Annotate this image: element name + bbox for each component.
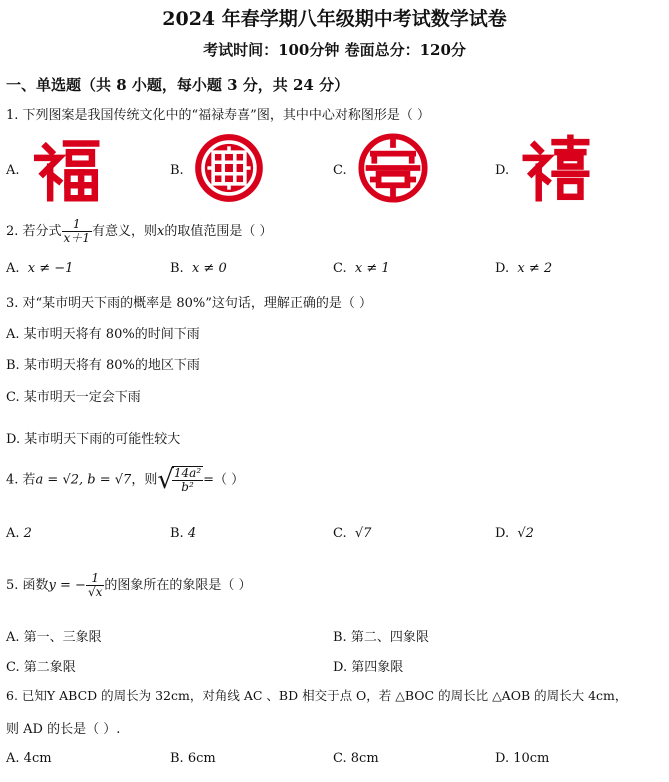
- q2-option-b-label: B.: [170, 261, 184, 276]
- q3-option-d-label: D.: [6, 432, 21, 447]
- q6-option-d: [495, 751, 549, 766]
- q4-prefix: 4. 若: [6, 472, 36, 488]
- q6-option-d-label: D.: [495, 751, 510, 766]
- xi-emblem-icon: [520, 132, 592, 208]
- q6-option-c: [333, 751, 379, 766]
- fu-emblem-icon: [30, 132, 102, 208]
- q6-line2: 则 AD 的长是（ ）.: [6, 722, 121, 737]
- q4-radicand-num: 14a²: [173, 465, 202, 480]
- q4-cond: a = √2, b = √7: [35, 472, 132, 488]
- q1-option-b-label: B.: [170, 163, 184, 178]
- q6-option-b: [170, 751, 216, 766]
- q2-option-d-text: x ≠ 2: [517, 261, 553, 276]
- q2-fraction: [62, 218, 92, 245]
- q1-option-c-label: C.: [333, 163, 347, 178]
- q4-radicand-den: b²: [181, 480, 194, 494]
- q5-option-b: [333, 626, 429, 645]
- q6-option-a-text: 4cm: [23, 751, 52, 766]
- q3-option-a-text: 某市明天将有 80%的时间下雨: [23, 327, 200, 342]
- q6-option-b-text: 6cm: [187, 751, 216, 766]
- q5-option-b-text: 第二、四象限: [350, 630, 429, 645]
- q4-option-b-label: B.: [170, 526, 184, 541]
- q4-stem: [6, 458, 244, 503]
- q5-lhs: y = −: [48, 578, 86, 593]
- q6-line1: 6. 已知Y ABCD 的周长为 32cm，对角线 AC 、BD 相交于点 O，若 △BOC 的周长比 △AOB 的周长大 4cm，: [6, 688, 628, 703]
- section-heading: 一、单选题（共 8 小题，每小题 3 分，共 24 分）: [6, 76, 350, 94]
- q5-option-c-label: C.: [6, 660, 20, 675]
- q4-option-c: [333, 526, 371, 541]
- q2-option-d-label: D.: [495, 261, 510, 276]
- q2-option-d: [495, 261, 552, 276]
- q3-option-b: [6, 354, 200, 373]
- q4-option-a-label: A.: [6, 526, 20, 541]
- q2-var: x: [156, 224, 165, 240]
- q1-stem: 1. 下列图案是我国传统文化中的“福禄寿喜”图，其中中心对称图形是（ ）: [6, 108, 430, 123]
- q5-option-a: [6, 626, 102, 645]
- q2-option-c-label: C.: [333, 261, 347, 276]
- q5-fraction: [86, 572, 104, 599]
- q2-option-a-label: A.: [6, 261, 20, 276]
- q5-option-d: [333, 656, 403, 675]
- q4-option-a-text: 2: [23, 526, 32, 541]
- q5-frac-num: 1: [86, 572, 104, 586]
- q4-mid: ，则: [131, 472, 158, 488]
- q2-option-b-text: x ≠ 0: [191, 261, 227, 276]
- q2-option-c: [333, 261, 390, 276]
- q4-option-c-text: √7: [354, 526, 372, 541]
- q3-stem: 3. 对“某市明天下雨的概率是 80%”这句话，理解正确的是（ ）: [6, 296, 372, 311]
- q5-frac-den: √x: [87, 585, 103, 599]
- q4-suffix: =（ ）: [203, 472, 245, 488]
- q1-option-a-label: A.: [6, 163, 20, 178]
- q2-stem: [6, 218, 272, 246]
- q3-option-d: [6, 428, 180, 447]
- q5-option-c-text: 第二象限: [23, 660, 76, 675]
- q5-option-a-text: 第一、三象限: [23, 630, 102, 645]
- q5-option-d-label: D.: [333, 660, 348, 675]
- q3-option-c-label: C.: [6, 390, 20, 405]
- q5-prefix: 5. 函数: [6, 578, 49, 593]
- q4-option-c-label: C.: [333, 526, 347, 541]
- q5-suffix: 的图象所在的象限是（ ）: [104, 578, 252, 593]
- q6-option-c-label: C.: [333, 751, 347, 766]
- q1-option-d-label: D.: [495, 163, 510, 178]
- q6-option-c-text: 8cm: [350, 751, 379, 766]
- q3-option-a: [6, 323, 200, 342]
- exam-title: 2024 年春学期八年级期中考试数学试卷: [162, 8, 507, 30]
- q4-option-d: [495, 526, 534, 541]
- q5-option-d-text: 第四象限: [351, 660, 404, 675]
- lu-emblem-icon: [193, 132, 265, 208]
- q3-option-d-text: 某市明天下雨的可能性较大: [24, 432, 181, 447]
- q5-option-b-label: B.: [333, 630, 347, 645]
- q4-option-a: [6, 526, 32, 541]
- q2-suffix-a: 有意义，则: [91, 224, 157, 240]
- q3-option-a-label: A.: [6, 327, 20, 342]
- q4-option-b: [170, 526, 196, 541]
- q5-option-c: [6, 656, 76, 675]
- q4-radicand: [172, 466, 203, 494]
- q3-option-b-label: B.: [6, 358, 20, 373]
- q6-option-a: [6, 751, 52, 766]
- q4-option-b-text: 4: [187, 526, 197, 541]
- q3-option-b-text: 某市明天将有 80%的地区下雨: [23, 358, 200, 373]
- q2-option-a: [6, 261, 73, 276]
- q6-option-b-label: B.: [170, 751, 184, 766]
- exam-subtitle: 考试时间：100分钟 卷面总分：120分: [203, 41, 466, 59]
- q2-frac-num: 1: [62, 218, 92, 232]
- q2-frac-den: x＋1: [63, 231, 90, 246]
- q2-option-a-text: x ≠ −1: [27, 261, 74, 276]
- q3-option-c: [6, 386, 141, 405]
- q2-prefix: 2. 若分式: [6, 224, 62, 240]
- q4-option-d-text: √2: [517, 526, 534, 541]
- q4-option-d-label: D.: [495, 526, 510, 541]
- q5-stem: [6, 566, 252, 606]
- shou-emblem-icon: [357, 132, 429, 208]
- q2-suffix-b: 的取值范围是（ ）: [164, 224, 273, 240]
- q2-option-b: [170, 261, 227, 276]
- q2-option-c-text: x ≠ 1: [354, 261, 390, 276]
- q3-option-c-text: 某市明天一定会下雨: [23, 390, 141, 405]
- q6-option-a-label: A.: [6, 751, 20, 766]
- q6-option-d-text: 10cm: [513, 751, 550, 766]
- q4-sqrt-sign: √: [157, 465, 174, 495]
- q5-option-a-label: A.: [6, 630, 20, 645]
